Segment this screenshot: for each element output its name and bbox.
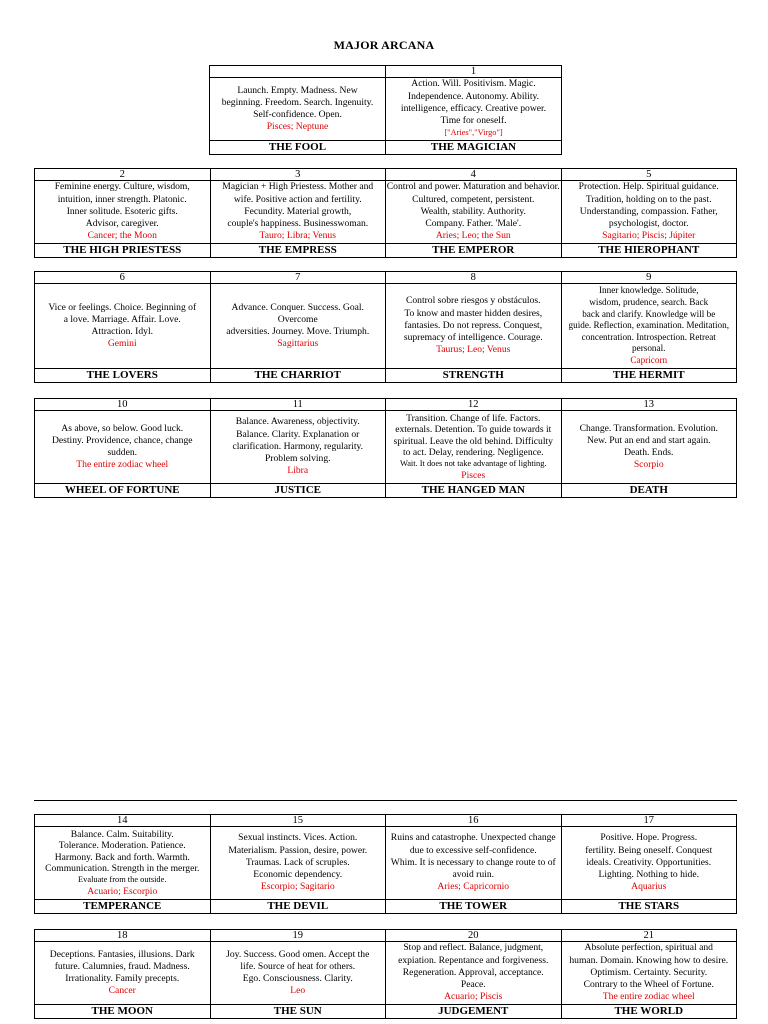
arcana-row-6 xyxy=(34,929,737,1019)
card-number: 2 xyxy=(35,169,211,181)
card-zodiac: Cancer; the Moon xyxy=(87,230,157,242)
card-text: Ruins and catastrophe. Unexpected change due to excessive self-confidence. Whim. It is necessary to change route to of avoid ruin. xyxy=(390,832,556,881)
card-number: 7 xyxy=(210,272,386,284)
card-description-the-high-priestess xyxy=(35,181,211,244)
card-zodiac: Aries; Leo; the Sun xyxy=(435,230,511,242)
card-number: 13 xyxy=(561,399,737,411)
card-text: Deceptions. Fantasies, illusions. Dark future. Calumnies, fraud. Madness. Irrationality. Family precepts. xyxy=(49,948,195,984)
card-zodiac: Pisces xyxy=(461,469,486,481)
card-zodiac: Aquarius xyxy=(631,881,667,893)
arcana-row-5 xyxy=(34,814,737,914)
card-name: THE WORLD xyxy=(561,1005,737,1019)
card-zodiac: Libra xyxy=(287,465,309,477)
card-zodiac: ["Aries","Virgo"] xyxy=(444,128,503,138)
card-text: Vice or feelings. Choice. Beginning of a love. Marriage. Affair. Love. Attraction. Idyl. xyxy=(48,301,197,337)
card-name: THE LOVERS xyxy=(35,369,211,383)
card-name: TEMPERANCE xyxy=(35,900,211,914)
page-divider xyxy=(34,800,737,801)
card-zodiac: Gemini xyxy=(107,338,137,350)
card-text: Control sobre riesgos y obstáculos. To know and master hidden desires, fantasies. Do not repress. Conquest, supremacy of intelligence. Courage. xyxy=(403,295,543,344)
card-description-the-devil xyxy=(210,827,386,900)
card-name: THE TOWER xyxy=(386,900,562,914)
card-text: Balance. Calm. Suitability. Tolerance. Moderation. Patience. Harmony. Back and forth. Warmth. Communication. Strength in the merger. xyxy=(45,828,200,874)
card-number: 1 xyxy=(386,66,562,78)
card-name: JUSTICE xyxy=(210,484,386,498)
card-text: Change. Transformation. Evolution. New. Put an end and start again. Death. Ends. xyxy=(579,422,718,458)
card-name: JUDGEMENT xyxy=(386,1005,562,1019)
card-zodiac: Escorpio; Sagitario xyxy=(260,881,335,893)
card-zodiac: Acuario; Piscis xyxy=(444,991,503,1003)
card-number: 20 xyxy=(386,930,562,942)
card-zodiac: Leo xyxy=(290,985,306,997)
card-description-the-emperor xyxy=(386,181,562,244)
card-note: Wait. It does not take advantage of lighting. xyxy=(399,459,547,469)
card-name: THE HERMIT xyxy=(561,369,737,383)
card-zodiac: Sagittarius xyxy=(277,338,319,350)
card-number: 14 xyxy=(35,815,211,827)
card-description-the-moon xyxy=(35,942,211,1005)
card-zodiac: Cancer xyxy=(108,985,136,997)
card-name: THE CHARRIOT xyxy=(210,369,386,383)
card-description-the-tower xyxy=(386,827,562,900)
card-text: Launch. Empty. Madness. New beginning. Freedom. Search. Ingenuity. Self-confidence. Open. xyxy=(221,84,374,120)
card-zodiac: Taurus; Leo; Venus xyxy=(436,344,511,356)
card-zodiac: The entire zodiac wheel xyxy=(76,459,169,471)
card-zodiac: The entire zodiac wheel xyxy=(602,991,695,1003)
card-description-the-hanged-man xyxy=(386,411,562,484)
card-number: 5 xyxy=(561,169,737,181)
card-name: THE EMPRESS xyxy=(210,244,386,258)
card-zodiac: Capricorn xyxy=(630,354,668,365)
card-number: 17 xyxy=(561,815,737,827)
card-name: THE FOOL xyxy=(210,141,386,155)
card-name: THE MAGICIAN xyxy=(386,141,562,155)
card-number: 9 xyxy=(561,272,737,284)
arcana-row-3 xyxy=(34,271,737,383)
card-number: 8 xyxy=(386,272,562,284)
arcana-row-1 xyxy=(209,65,562,155)
card-description-the-magician xyxy=(386,78,562,141)
card-zodiac: Acuario; Escorpio xyxy=(87,885,158,897)
card-number: 12 xyxy=(386,399,562,411)
card-name: STRENGTH xyxy=(386,369,562,383)
card-text: Magician + High Priestess. Mother and wife. Positive action and fertility. Fecundity. Material growth, couple's happiness. Businesswoman. xyxy=(222,181,374,230)
card-description-temperance xyxy=(35,827,211,900)
card-description-the-hermit xyxy=(561,284,737,369)
card-text: Transition. Change of life. Factors. externals. Detention. To guide towards it spiritual. Leave the old behind. Difficulty to act. Delay, rendering. Negligence. xyxy=(393,412,553,458)
card-number: 16 xyxy=(386,815,562,827)
card-zodiac: Sagitario; Piscis; Júpiter xyxy=(602,230,696,242)
card-description-the-charriot xyxy=(210,284,386,369)
card-zodiac: Scorpio xyxy=(633,459,664,471)
card-description-the-hierophant xyxy=(561,181,737,244)
card-name: THE SUN xyxy=(210,1005,386,1019)
card-number: 10 xyxy=(35,399,211,411)
card-name: DEATH xyxy=(561,484,737,498)
card-text: Absolute perfection, spiritual and human. Domain. Knowing how to desire. Optimism. Certainty. Security. Contrary to the Wheel of Fortune. xyxy=(569,942,729,991)
card-zodiac: Aries; Capricornio xyxy=(437,881,510,893)
card-note: Evaluate from the outside. xyxy=(78,875,167,885)
card-name: THE HIEROPHANT xyxy=(561,244,737,258)
card-name: THE HANGED MAN xyxy=(386,484,562,498)
card-number: 18 xyxy=(35,930,211,942)
card-number: 3 xyxy=(210,169,386,181)
card-description-justice xyxy=(210,411,386,484)
card-text: Joy. Success. Good omen. Accept the life. Source of heat for others. Ego. Consciousness. Clarity. xyxy=(226,948,370,984)
card-description-wheel-of-fortune xyxy=(35,411,211,484)
card-name: WHEEL OF FORTUNE xyxy=(35,484,211,498)
card-description-death xyxy=(561,411,737,484)
card-name: THE HIGH PRIESTESS xyxy=(35,244,211,258)
card-number: 19 xyxy=(210,930,386,942)
arcana-row-4 xyxy=(34,398,737,498)
card-name: THE DEVIL xyxy=(210,900,386,914)
card-description-strength xyxy=(386,284,562,369)
card-number xyxy=(210,66,386,78)
card-text: Stop and reflect. Balance, judgment, expiation. Repentance and forgiveness. Regeneration. Approval, acceptance. Peace. xyxy=(398,942,549,991)
card-name: THE MOON xyxy=(35,1005,211,1019)
card-name: THE EMPEROR xyxy=(386,244,562,258)
card-text: Inner knowledge. Solitude, wisdom, prudence, search. Back back and clarify. Knowledge will be guide. Reflection, examination. Meditation, concentration. Introspection. Retreat personal. xyxy=(568,285,729,354)
card-description-judgement xyxy=(386,942,562,1005)
card-number: 6 xyxy=(35,272,211,284)
card-text: Positive. Hope. Progress. fertility. Being oneself. Conquest ideals. Creativity. Opportunities. Lighting. Nothing to hide. xyxy=(585,832,713,881)
card-number: 11 xyxy=(210,399,386,411)
card-text: Control and power. Maturation and behavior. Cultured, competent, persistent. Wealth, stability. Authority. Company. Father. 'Male'. xyxy=(386,181,560,230)
card-text: Protection. Help. Spiritual guidance. Tradition, holding on to the past. Understanding, compassion. Father, psychologist, doctor. xyxy=(578,181,719,230)
card-zodiac: Pisces; Neptune xyxy=(266,121,329,133)
card-name: THE STARS xyxy=(561,900,737,914)
card-number: 15 xyxy=(210,815,386,827)
card-text: As above, so below. Good luck. Destiny. Providence, chance, change sudden. xyxy=(51,422,193,458)
card-zodiac: Tauro; Libra; Venus xyxy=(259,230,336,242)
card-text: Feminine energy. Culture, wisdom, intuition, inner strength. Platonic. Inner solitude. Esoteric gifts. Advisor, caregiver. xyxy=(54,181,190,230)
page-title: MAJOR ARCANA xyxy=(333,38,435,52)
card-description-the-lovers xyxy=(35,284,211,369)
card-number: 21 xyxy=(561,930,737,942)
card-number: 4 xyxy=(386,169,562,181)
card-text: Balance. Awareness, objectivity. Balance. Clarity. Explanation or clarification. Harmony, regularity. Problem solving. xyxy=(232,416,364,465)
card-description-the-stars xyxy=(561,827,737,900)
arcana-row-2 xyxy=(34,168,737,258)
card-text: Advance. Conquer. Success. Goal. Overcome adversities. Journey. Move. Triumph. xyxy=(226,301,370,337)
card-description-the-world xyxy=(561,942,737,1005)
card-description-the-sun xyxy=(210,942,386,1005)
card-description-the-fool xyxy=(210,78,386,141)
card-text: Action. Will. Positivism. Magic. Independence. Autonomy. Ability. intelligence, efficacy. Creative power. Time for oneself. xyxy=(400,78,547,127)
card-text: Sexual instincts. Vices. Action. Materialism. Passion, desire, power. Traumas. Lack of scruples. Economic dependency. xyxy=(228,832,368,881)
card-description-the-empress xyxy=(210,181,386,244)
